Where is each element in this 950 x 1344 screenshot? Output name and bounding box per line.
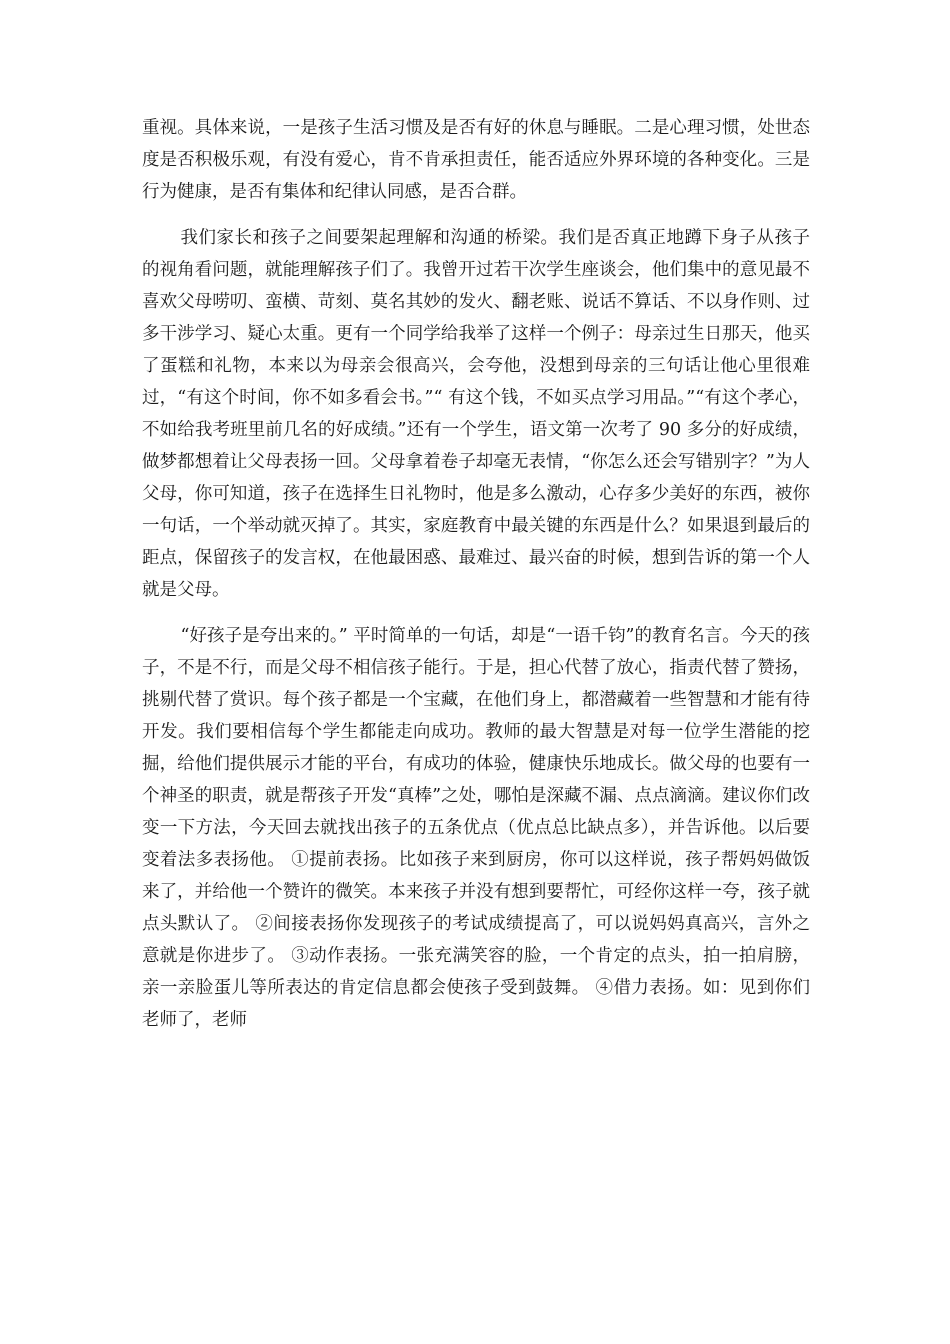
paragraph-parent-child-communication: 我们家长和孩子之间要架起理解和沟通的桥梁。我们是否真正地蹲下身子从孩子的视角看问题，就能理解孩子们了。我曾开过若干次学生座谈会，他们集中的意见最不喜欢父母唠叨、蛮横、苛刻、莫名其妙的发火、翻老账、说话不算话、不以身作则、过多干涉学习、疑心太重。更有一个同学给我举了这样一个例子：母亲过生日那天，他买了蛋糕和礼物，本来以为母亲会很高兴，会夸他，没想到母亲的三句话让他心里很难过，“有这个时间，你不如多看会书。”“ 有这个钱，不如买点学习用品。”“有这个孝心，不如给我考班里前几名的好成绩。”还有一个学生，语文第一次考了 90 多分的好成绩，做梦都想着让父母表扬一回。父母拿着卷子却毫无表情，“你怎么还会写错别字？”为人父母，你可知道，孩子在选择生日礼物时，他是多么激动，心存多少美好的东西，被你一句话，一个举动就灭掉了。其实，家庭教育中最关键的东西是什么？如果退到最后的距点，保留孩子的发言权，在他最困惑、最难过、最兴奋的时候，想到告诉的第一个人就是父母。 (142, 228, 810, 600)
paragraph-praise-children: “好孩子是夸出来的。” 平时简单的一句话，却是“一语千钧”的教育名言。今天的孩子，不是不行，而是父母不相信孩子能行。于是，担心代替了放心，指责代替了赞扬，挑剔代替了赏识。每个孩子都是一个宝藏，在他们身上，都潜藏着一些智慧和才能有待开发。我们要相信每个学生都能走向成功。教师的最大智慧是对每一位学生潜能的挖掘，给他们提供展示才能的平台，有成功的体验，健康快乐地成长。做父母的也要有一个神圣的职责，就是帮孩子开发“真棒”之处，哪怕是深藏不漏、点点滴滴。建议你们改变一下方法，今天回去就找出孩子的五条优点（优点总比缺点多），并告诉他。以后要变着法多表扬他。 ①提前表扬。比如孩子来到厨房，你可以这样说，孩子帮妈妈做饭来了，并给他一个赞许的微笑。本来孩子并没有想到要帮忙，可经你这样一夸，孩子就点头默认了。 ②间接表扬你发现孩子的考试成绩提高了，可以说妈妈真高兴，言外之意就是你进步了。 ③动作表扬。一张充满笑容的脸，一个肯定的点头，拍一拍肩膀，亲一亲脸蛋儿等所表达的肯定信息都会使孩子受到鼓舞。 ④借力表扬。如：见到你们老师了，老师 (142, 626, 810, 1030)
document-body (142, 112, 810, 1036)
paragraph-continuation: 重视。具体来说，一是孩子生活习惯及是否有好的休息与睡眠。二是心理习惯，处世态度是否积极乐观，有没有爱心，肯不肯承担责任，能否适应外界环境的各种变化。三是行为健康，是否有集体和纪律认同感，是否合群。 (142, 118, 810, 202)
